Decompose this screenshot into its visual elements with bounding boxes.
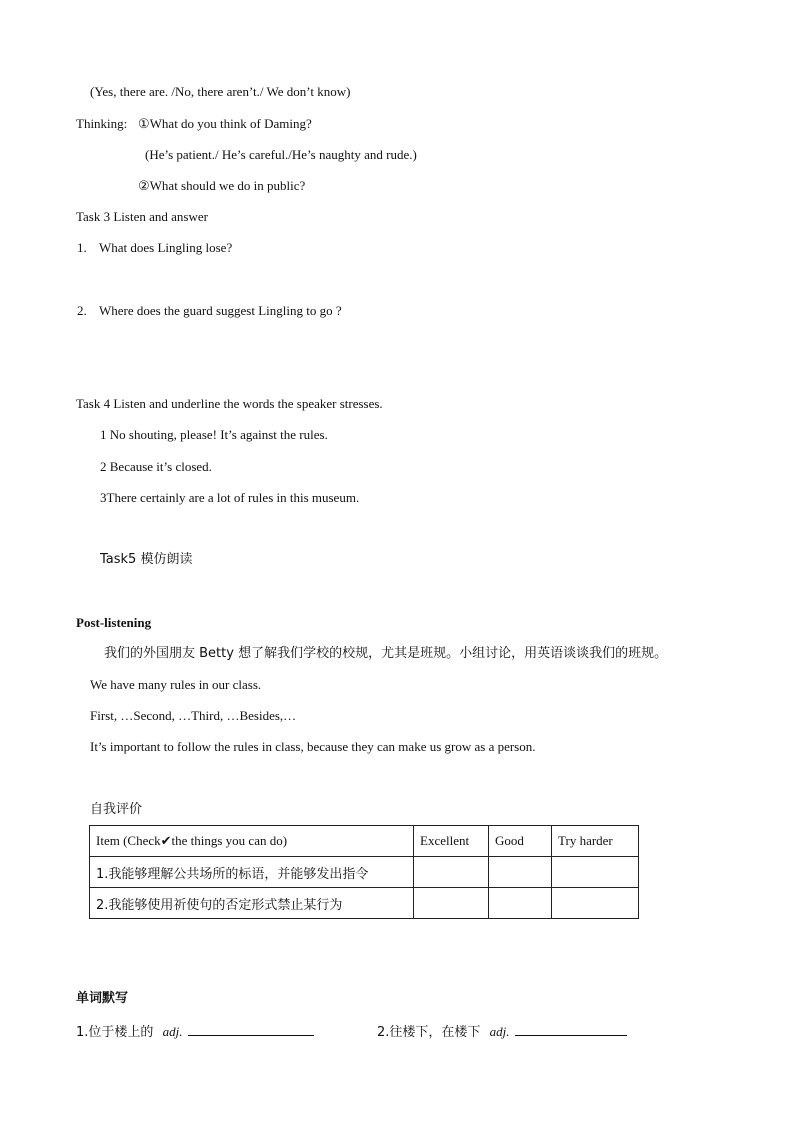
- task3-q2: Where does the guard suggest Lingling to go ?: [99, 303, 342, 318]
- self-eval-row-1-good-cell[interactable]: [489, 857, 552, 888]
- self-eval-header-excellent: Excellent: [414, 826, 489, 857]
- self-eval-row-1-item: 1.我能够理解公共场所的标语，并能够发出指令: [90, 857, 414, 888]
- post-listening-line-2: First, …Second, …Third, …Besides,…: [90, 708, 297, 723]
- task3-q1: What does Lingling lose?: [99, 240, 233, 255]
- post-listening-heading: Post-listening: [76, 615, 152, 630]
- post-listening-line-1: We have many rules in our class.: [90, 677, 262, 692]
- self-eval-header-try-harder: Try harder: [552, 826, 639, 857]
- task3-q1-number: 1.: [77, 240, 87, 255]
- self-eval-row-2-excellent-cell[interactable]: [414, 888, 489, 919]
- self-eval-row-1-try-harder-cell[interactable]: [552, 857, 639, 888]
- task3-title: Task 3 Listen and answer: [76, 209, 208, 224]
- task4-sentence-2: 2 Because it’s closed.: [100, 459, 212, 474]
- task4-title: Task 4 Listen and underline the words the speaker stresses.: [76, 396, 383, 411]
- dictation-item-2-blank[interactable]: [515, 1023, 627, 1036]
- self-eval-row-1-excellent-cell[interactable]: [414, 857, 489, 888]
- dictation-item-1-label: 1.位于楼上的: [76, 1025, 154, 1040]
- self-eval-row-2-item: 2.我能够使用祈使句的否定形式禁止某行为: [90, 888, 414, 919]
- thinking-label: Thinking:: [76, 116, 128, 131]
- self-eval-row-2-good-cell[interactable]: [489, 888, 552, 919]
- self-eval-row-2-try-harder-cell[interactable]: [552, 888, 639, 919]
- answer-options-text: (Yes, there are. /No, there aren’t./ We don’t know): [90, 84, 351, 99]
- dictation-item-1-blank[interactable]: [188, 1023, 314, 1036]
- self-eval-title: 自我评价: [90, 802, 143, 817]
- dictation-item-2-label: 2.往楼下，在楼下: [377, 1025, 481, 1040]
- self-eval-header-item: Item (Check✔the things you can do): [90, 826, 414, 857]
- post-listening-line-3: It’s important to follow the rules in class, because they can make us grow as a person.: [90, 739, 536, 754]
- self-eval-header-row: [90, 826, 639, 857]
- dictation-item-2-pos: adj.: [489, 1024, 510, 1039]
- thinking-question-2: ②What should we do in public?: [138, 178, 306, 193]
- table-row: [90, 857, 639, 888]
- task5-title: Task5 模仿朗读: [100, 552, 193, 567]
- dictation-item-2: [377, 1023, 627, 1041]
- post-listening-intro: 我们的外国朋友 Betty 想了解我们学校的校规，尤其是班规。小组讨论，用英语谈谈我们的班规。: [104, 646, 668, 661]
- task3-q2-number: 2.: [77, 303, 87, 318]
- dictation-item-1: [76, 1023, 314, 1041]
- thinking-question-1: ①What do you think of Daming?: [138, 116, 312, 131]
- self-eval-table: [89, 825, 639, 919]
- dictation-item-1-pos: adj.: [162, 1024, 183, 1039]
- thinking-answer-1: (He’s patient./ He’s careful./He’s naughty and rude.): [145, 147, 417, 162]
- task4-sentence-3: 3There certainly are a lot of rules in this museum.: [100, 490, 360, 505]
- task4-sentence-1: 1 No shouting, please! It’s against the rules.: [100, 427, 328, 442]
- self-eval-header-good: Good: [489, 826, 552, 857]
- table-row: [90, 888, 639, 919]
- dictation-title: 单词默写: [76, 991, 129, 1006]
